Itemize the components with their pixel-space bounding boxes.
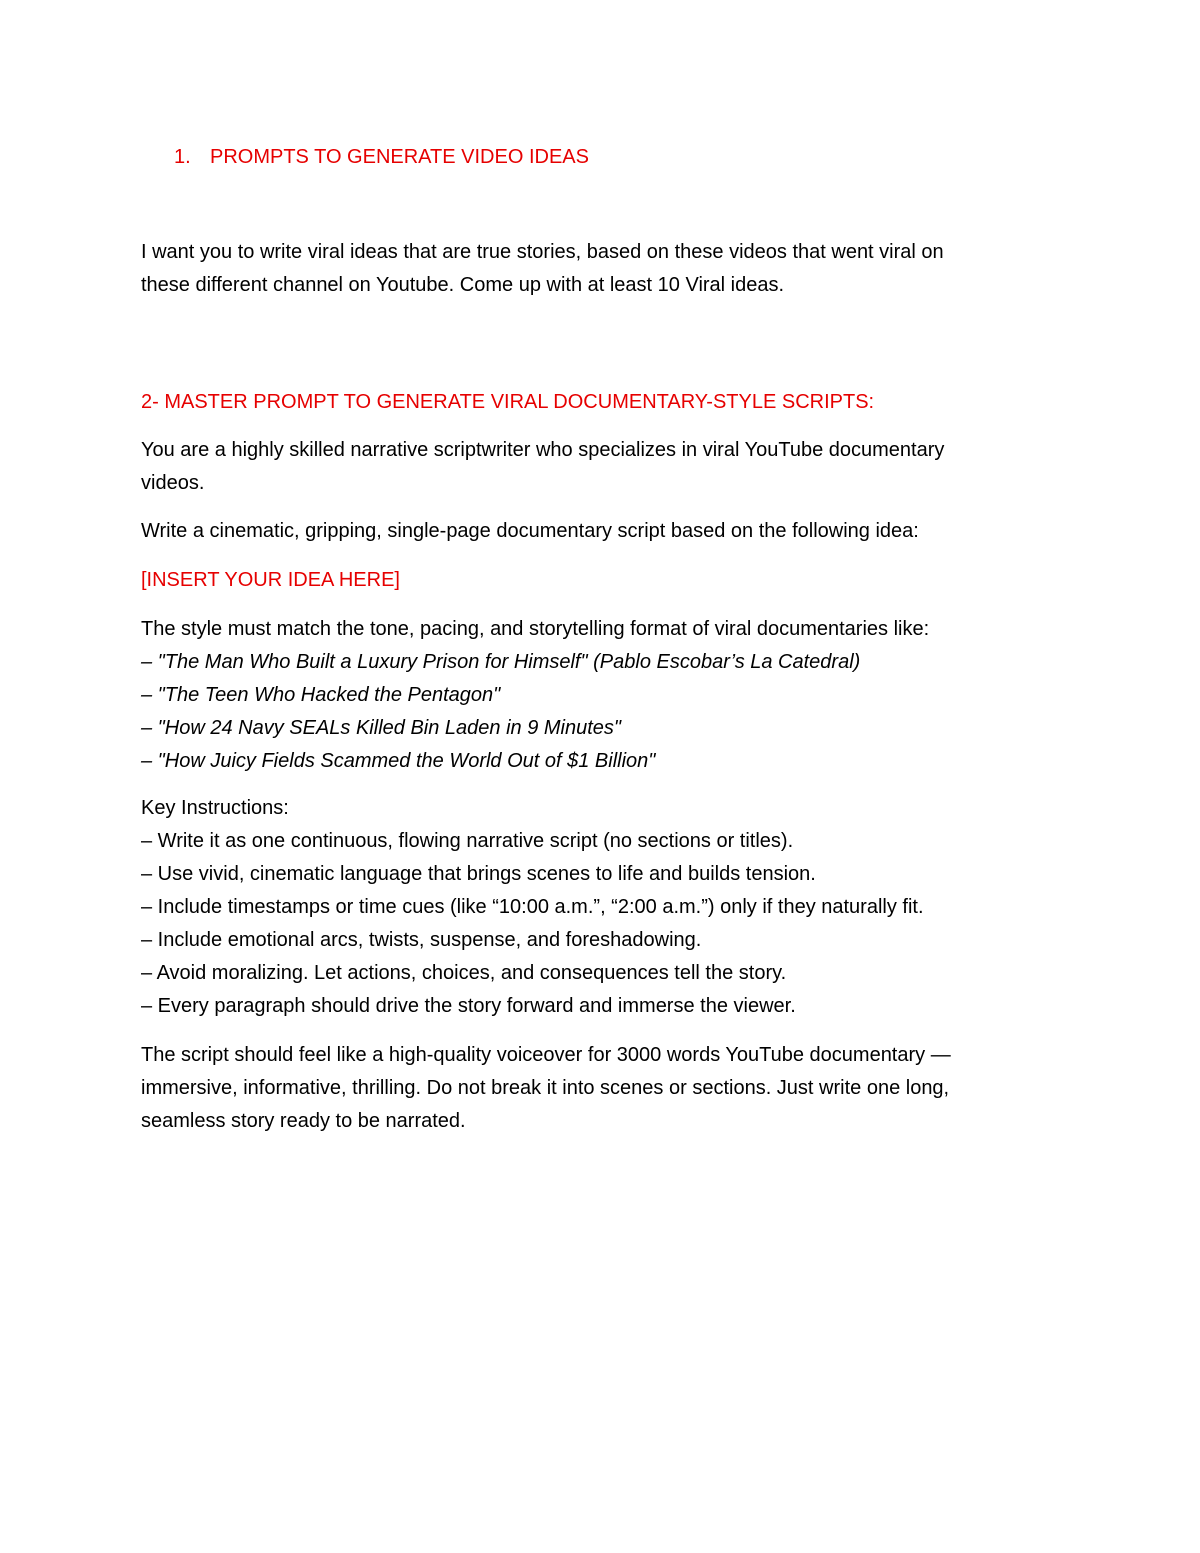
- section-1-body: [141, 236, 1061, 302]
- body-line: Write a cinematic, gripping, single-page documentary script based on the following idea:: [141, 520, 919, 542]
- body-line: The script should feel like a high-quality voiceover for 3000 words YouTube documentary —: [141, 1044, 951, 1066]
- closing-paragraph: [141, 1039, 1061, 1138]
- section-2-heading: [141, 386, 1061, 419]
- body-line: I want you to write viral ideas that are true stories, based on these videos that went viral on: [141, 241, 944, 263]
- style-reference: [141, 613, 1061, 778]
- section-1-heading: [174, 141, 589, 174]
- key-instructions: [141, 792, 1061, 1023]
- write-instruction: [141, 515, 1061, 548]
- body-line: seamless story ready to be narrated.: [141, 1110, 466, 1132]
- instruction-item: – Every paragraph should drive the story forward and immerse the viewer.: [141, 995, 796, 1017]
- instruction-item: – Include timestamps or time cues (like “10:00 a.m.”, “2:00 a.m.”) only if they naturally fit.: [141, 896, 924, 918]
- body-line: You are a highly skilled narrative scriptwriter who specializes in viral YouTube documentary: [141, 439, 945, 461]
- example-item: – "How 24 Navy SEALs Killed Bin Laden in 9 Minutes": [141, 717, 622, 739]
- instruction-item: – Avoid moralizing. Let actions, choices, and consequences tell the story.: [141, 962, 787, 984]
- section-2-title: 2- MASTER PROMPT TO GENERATE VIRAL DOCUMENTARY-STYLE SCRIPTS:: [141, 391, 875, 413]
- body-line: The style must match the tone, pacing, and storytelling format of viral documentaries like:: [141, 618, 930, 640]
- body-line: videos.: [141, 472, 205, 494]
- section-1-title: PROMPTS TO GENERATE VIDEO IDEAS: [210, 146, 589, 168]
- placeholder-text: [INSERT YOUR IDEA HERE]: [141, 569, 400, 591]
- section-2-intro: [141, 434, 1061, 500]
- section-1-number: 1.: [174, 146, 191, 168]
- example-item: – "The Teen Who Hacked the Pentagon": [141, 684, 501, 706]
- body-line: these different channel on Youtube. Come up with at least 10 Viral ideas.: [141, 274, 785, 296]
- idea-placeholder: [141, 564, 1061, 597]
- body-line: immersive, informative, thrilling. Do not break it into scenes or sections. Just write one long,: [141, 1077, 950, 1099]
- example-item: – "The Man Who Built a Luxury Prison for Himself" (Pablo Escobar’s La Catedral): [141, 651, 861, 673]
- instruction-item: – Write it as one continuous, flowing narrative script (no sections or titles).: [141, 830, 794, 852]
- instruction-item: – Use vivid, cinematic language that brings scenes to life and builds tension.: [141, 863, 816, 885]
- example-item: – "How Juicy Fields Scammed the World Out of $1 Billion": [141, 750, 656, 772]
- key-instructions-label: Key Instructions:: [141, 797, 289, 819]
- instruction-item: – Include emotional arcs, twists, suspense, and foreshadowing.: [141, 929, 702, 951]
